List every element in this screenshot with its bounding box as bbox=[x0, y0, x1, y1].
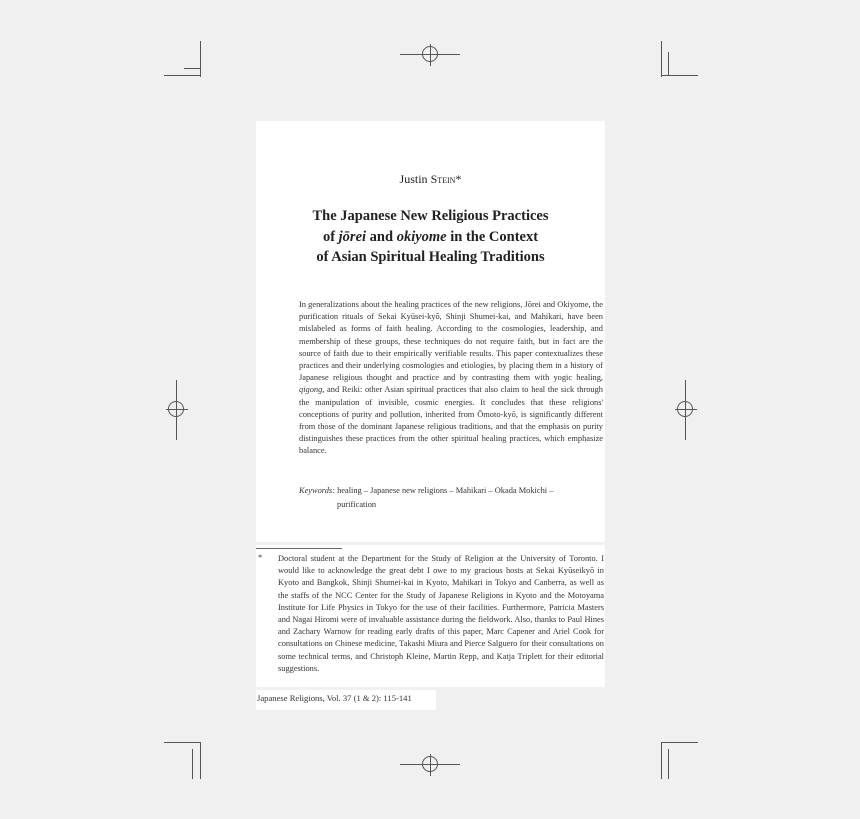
journal-citation: Japanese Religions, Vol. 37 (1 & 2): 115-141 bbox=[257, 693, 412, 703]
crop-mark-bottom-right bbox=[668, 749, 669, 779]
keywords-line-1: healing – Japanese new religions – Mahikari – Okada Mokichi – bbox=[334, 486, 554, 495]
footnote-mark: * bbox=[258, 553, 263, 562]
registration-mark-left-circle bbox=[168, 401, 184, 417]
footnote-text: Doctoral student at the Department for the Study of Religion at the University of Toronto. I would like to acknowledge the great debt I owe to my gracious hosts at Sekai Kyūseikyō in Kyoto and Bangkok, Shinji Shumei-kai in Kyoto, Mahikari in Tokyo and Canberra, as well as the staffs of the NCC Center for the Study of Japanese Religions in Kyoto and the Motoyama Institute for Life Physics in Tokyo for the use of their facilities. Furthermore, Patricia Masters and Nagai Hiromi were of invaluable assistance during the fieldwork. Also, thanks to Paul Hines and Zachary Warnow for reading early drafts of this paper, Marc Capener and Ariel Cook for consultations on Chinese medicine, Takashi Miura and Pierce Salguero for their consultations on some technical terms, and Christoph Kleine, Martin Repp, and Katja Triplett for their editorial suggestions. bbox=[278, 554, 604, 673]
author-footnote-mark: * bbox=[455, 172, 462, 186]
crop-mark-bottom-left bbox=[164, 742, 201, 743]
crop-mark-bottom-right bbox=[661, 742, 662, 779]
crop-mark-top-right bbox=[661, 41, 662, 77]
author-line bbox=[256, 172, 605, 187]
registration-mark-right-circle bbox=[677, 401, 693, 417]
registration-mark-top-circle bbox=[422, 46, 438, 62]
footnote-rule bbox=[256, 548, 342, 549]
abstract-text-2: , and Reiki: other Asian spiritual practices that also claim to heal the sick through the manipulation of invisible, cosmic energies. It concludes that these religions' conceptions of purity and pollution, inherited from Ōmoto-kyō, is significantly different from those of the dominant Japanese religious traditions, and that the emphasis on purity distinguishes these practices from the other spiritual healing practices, which emphasize balance. bbox=[299, 385, 603, 456]
title-line-1: The Japanese New Religious Practices bbox=[312, 208, 549, 224]
author-first-name: Justin bbox=[399, 172, 431, 186]
keywords-line-2: purification bbox=[337, 500, 377, 509]
title-term-jorei: jōrei bbox=[338, 228, 367, 245]
crop-mark-bottom-right bbox=[661, 742, 698, 743]
keywords-label: Keywords: bbox=[299, 486, 335, 495]
crop-mark-bottom-left bbox=[192, 749, 193, 779]
abstract-text-1: In generalizations about the healing practices of the new religions, Jōrei and Okiyome, the purification rituals of Sekai Kyūsei-kyō, Shinji Shumei-kai, and Mahikari, have been mislabeled as forms of faith healing. According to the cosmologies, leadership, and membership of these groups, these techniques do not require faith, but in fact are the source of faith due to their empirically verifiable results. This paper contextualizes these practices and their underlying cosmologies and etiologies, by placing them in a history of Japanese religious thought and practice and by contrasting them with yogic healing, bbox=[299, 300, 603, 383]
abstract bbox=[299, 299, 603, 458]
author-surname: Stein bbox=[430, 172, 456, 186]
crop-mark-top-left bbox=[164, 75, 201, 76]
title-line-3: of Asian Spiritual Healing Traditions bbox=[316, 249, 545, 265]
title-term-okiyome: okiyome bbox=[396, 228, 447, 245]
registration-mark-bottom-circle bbox=[422, 756, 438, 772]
crop-mark-bottom-left bbox=[200, 742, 201, 779]
crop-mark-top-right bbox=[668, 52, 669, 76]
crop-mark-top-left bbox=[200, 41, 201, 77]
title-line-2: of jōrei and okiyome in the Context bbox=[322, 228, 539, 245]
crop-mark-top-right bbox=[661, 75, 698, 76]
crop-mark-top-left bbox=[184, 68, 201, 69]
article-title bbox=[276, 206, 585, 268]
abstract-term-qigong: qigong bbox=[299, 385, 323, 395]
keywords bbox=[299, 484, 603, 512]
